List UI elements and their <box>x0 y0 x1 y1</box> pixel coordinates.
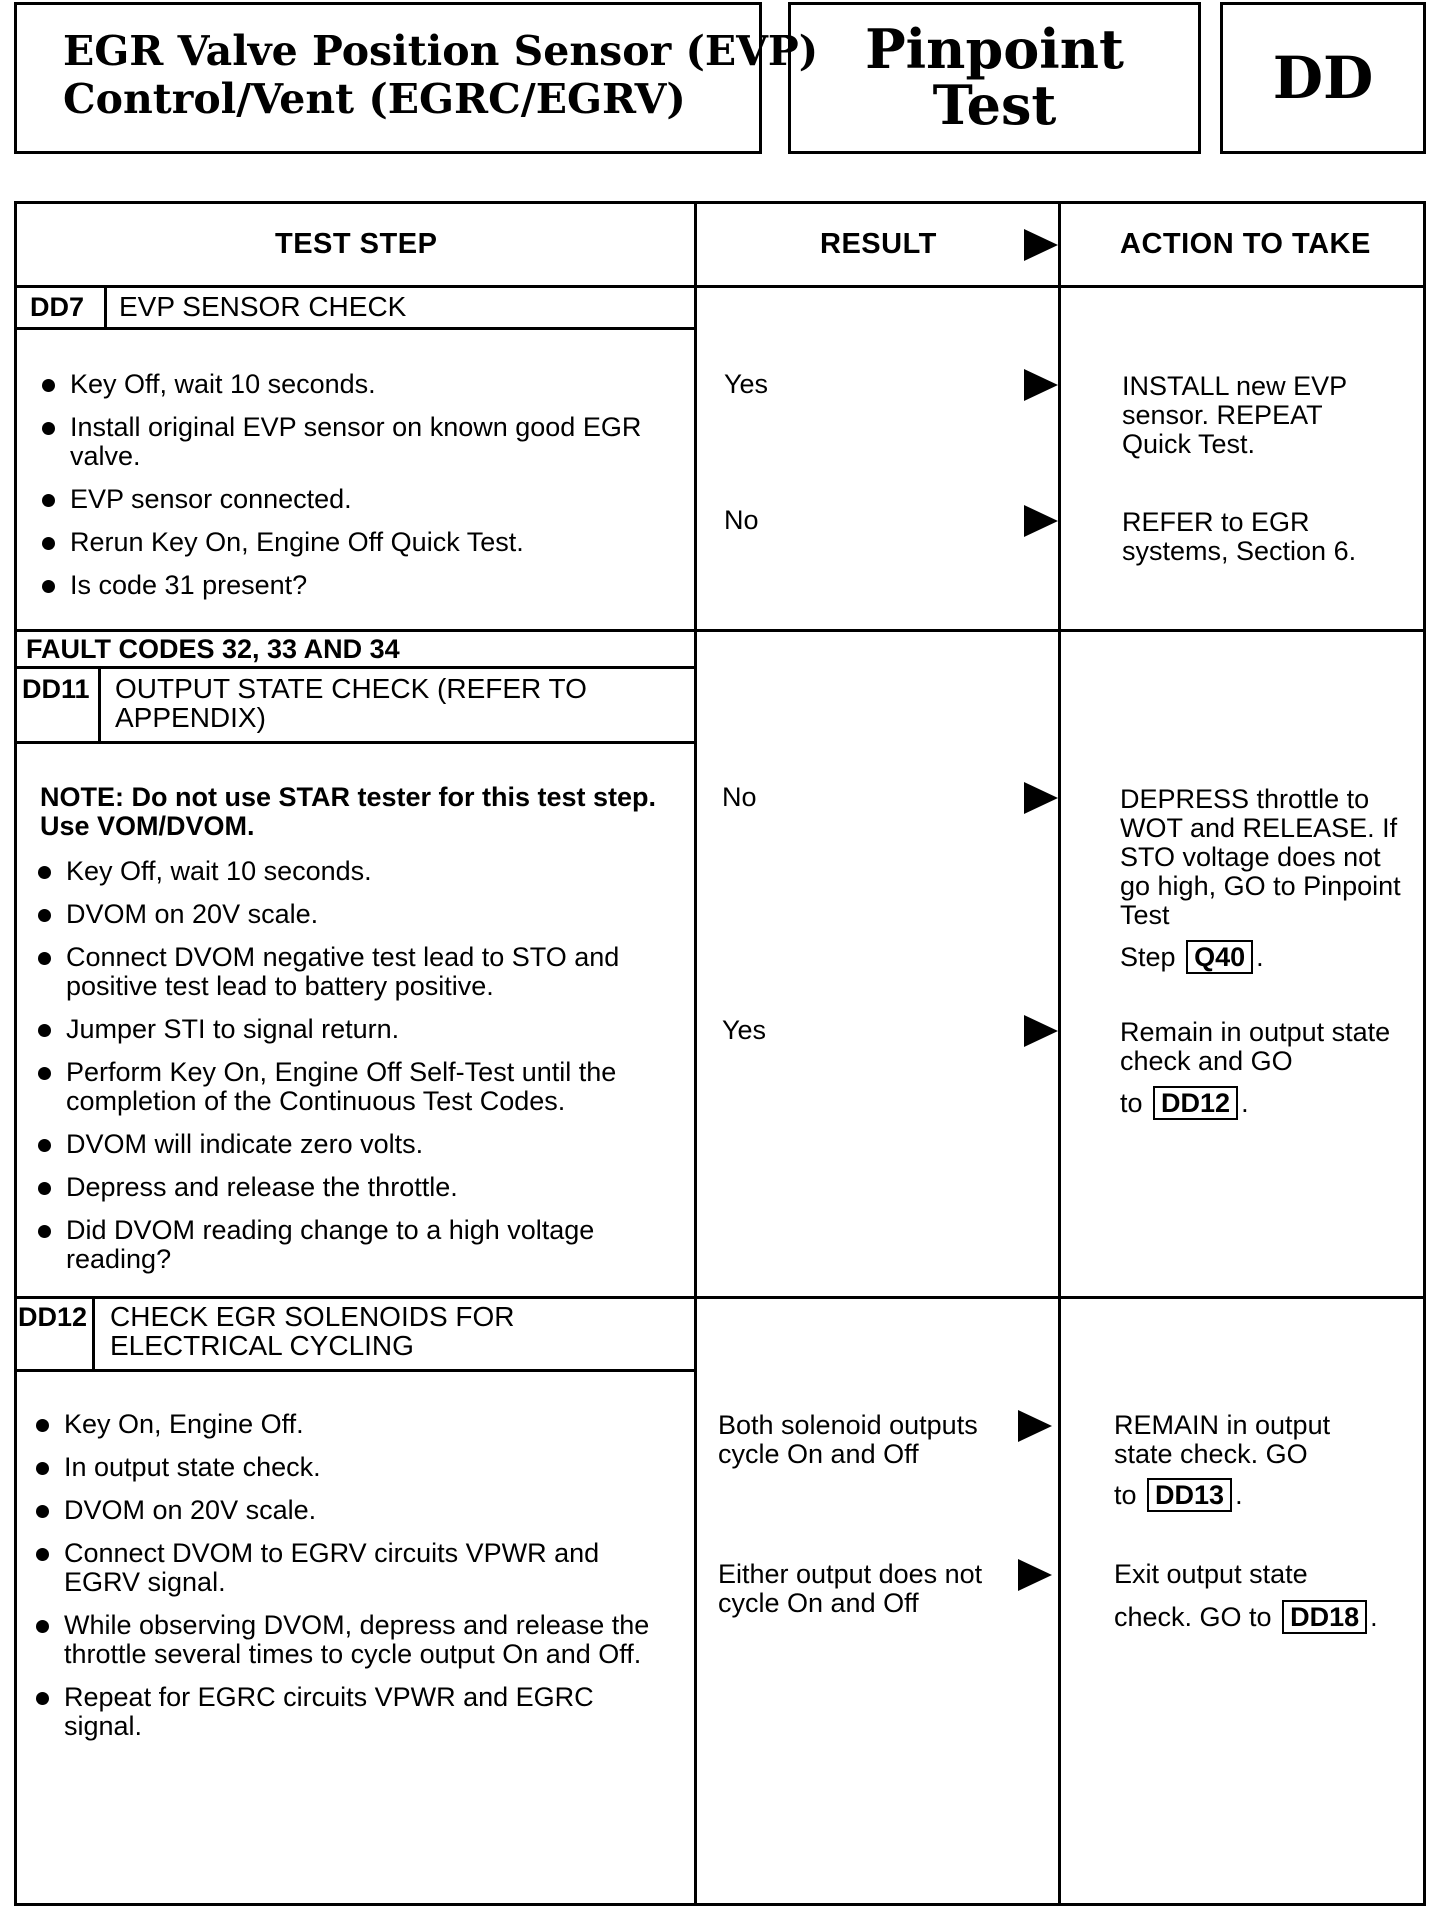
dd11-action-no: DEPRESS throttle to WOT and RELEASE. If STO voltage does not go high, GO to Pinpoint Test <box>1120 784 1401 930</box>
arrow-right-icon <box>1024 505 1058 537</box>
row-divider-dd11 <box>14 629 1426 632</box>
test-title-box <box>14 2 819 154</box>
dd12-result-cycle: Both solenoid outputs cycle On and Off <box>718 1410 978 1469</box>
dd12-action-exit-go: check. GO to DD18 . <box>1114 1602 1378 1632</box>
dd12-step-id: DD12 <box>18 1302 88 1332</box>
list-item: Connect DVOM negative test lead to STO and positive test lead to battery positive. <box>36 943 676 1001</box>
dd7-title-underline <box>14 327 695 330</box>
fault-codes-heading: FAULT CODES 32, 33 AND 34 <box>26 634 400 664</box>
list-item: DVOM on 20V scale. <box>36 900 676 929</box>
dd11-action-yes-to: to DD12 . <box>1120 1088 1249 1118</box>
step-ref-dd18[interactable]: DD18 <box>1282 1600 1367 1634</box>
arrow-right-icon <box>1024 782 1058 814</box>
dd12-go-label: check. GO to <box>1114 1602 1272 1632</box>
column-header-test-step: TEST STEP <box>275 228 438 260</box>
dd7-id-divider <box>104 285 107 327</box>
dd11-step-id: DD11 <box>22 674 90 704</box>
dd12-id-divider <box>92 1296 95 1370</box>
dd12-result-no-cycle: Either output does not cycle On and Off <box>718 1559 983 1618</box>
list-item: Repeat for EGRC circuits VPWR and EGRC signal. <box>34 1683 674 1741</box>
dd11-result-no: No <box>722 782 757 812</box>
list-item: Rerun Key On, Engine Off Quick Test. <box>40 528 680 557</box>
dd7-instructions <box>40 370 680 614</box>
test-label: Test <box>932 73 1057 137</box>
list-item: Perform Key On, Engine Off Self-Test until the completion of the Continuous Test Codes. <box>36 1058 676 1116</box>
list-item: Did DVOM reading change to a high voltage reading? <box>36 1216 676 1274</box>
step-ref-dd12[interactable]: DD12 <box>1153 1086 1238 1120</box>
list-item: Jumper STI to signal return. <box>36 1015 676 1044</box>
list-item: Key Off, wait 10 seconds. <box>40 370 680 399</box>
step-ref-q40[interactable]: Q40 <box>1186 940 1253 974</box>
list-item: Key On, Engine Off. <box>34 1410 674 1439</box>
list-item: Is code 31 present? <box>40 571 680 600</box>
dd7-step-id: DD7 <box>30 292 85 322</box>
list-item: DVOM on 20V scale. <box>34 1496 674 1525</box>
pinpoint-test-box <box>788 2 1201 154</box>
dd12-title-underline <box>14 1369 695 1372</box>
column-header-result: RESULT <box>820 228 937 260</box>
dd7-action-yes: INSTALL new EVP sensor. REPEAT Quick Test. <box>1122 371 1347 459</box>
dd12-action-cycle: REMAIN in output state check. GO <box>1114 1410 1331 1469</box>
arrow-right-icon <box>1024 369 1058 401</box>
dd11-step-title: OUTPUT STATE CHECK (REFER TO APPENDIX) <box>115 673 587 733</box>
step-ref-dd13[interactable]: DD13 <box>1147 1478 1232 1512</box>
test-title-line1: EGR Valve Position Sensor (EVP) <box>63 27 819 75</box>
row-divider-dd12 <box>14 1296 1426 1299</box>
pinpoint-label: Pinpoint <box>865 17 1124 81</box>
dd12-instructions <box>34 1410 674 1755</box>
test-code-box <box>1220 2 1426 154</box>
fault-codes-underline <box>14 666 695 669</box>
list-item: Depress and release the throttle. <box>36 1173 676 1202</box>
column-divider-action <box>1058 201 1061 1906</box>
dd12-step-title: CHECK EGR SOLENOIDS FOR ELECTRICAL CYCLING <box>110 1301 515 1361</box>
column-header-action: ACTION TO TAKE <box>1120 228 1371 260</box>
dd11-id-divider <box>98 666 101 742</box>
dd7-result-yes: Yes <box>724 369 769 399</box>
dd7-action-no: REFER to EGR systems, Section 6. <box>1122 507 1357 566</box>
arrow-right-icon <box>1018 1410 1052 1442</box>
dd12-action-cycle-to: to DD13 . <box>1114 1480 1243 1510</box>
header-row-divider <box>14 285 1426 288</box>
dd12-to-label: to <box>1114 1480 1137 1510</box>
column-divider-result <box>694 201 697 1906</box>
dd11-result-yes: Yes <box>722 1015 767 1045</box>
list-item: Connect DVOM to EGRV circuits VPWR and EGRV signal. <box>34 1539 674 1597</box>
dd11-instructions <box>36 857 676 1288</box>
dd11-note: NOTE: Do not use STAR tester for this test step. Use VOM/DVOM. <box>40 782 657 841</box>
list-item: EVP sensor connected. <box>40 485 680 514</box>
arrow-right-icon <box>1024 1015 1058 1047</box>
list-item: While observing DVOM, depress and release the throttle several times to cycle output On and Off. <box>34 1611 674 1669</box>
dd11-title-underline <box>14 741 695 744</box>
dd7-step-title: EVP SENSOR CHECK <box>119 291 407 322</box>
dd12-action-exit: Exit output state <box>1114 1559 1308 1589</box>
test-code: DD <box>1272 44 1374 112</box>
dd7-result-no: No <box>724 505 759 535</box>
arrow-right-icon <box>1018 1559 1052 1591</box>
list-item: DVOM will indicate zero volts. <box>36 1130 676 1159</box>
test-title-line2: Control/Vent (EGRC/EGRV) <box>63 75 686 123</box>
dd11-step-label: Step <box>1120 942 1176 972</box>
dd11-to-label: to <box>1120 1088 1143 1118</box>
dd11-action-yes: Remain in output state check and GO <box>1120 1017 1391 1076</box>
list-item: In output state check. <box>34 1453 674 1482</box>
list-item: Key Off, wait 10 seconds. <box>36 857 676 886</box>
result-arrow-icon <box>1024 229 1058 261</box>
dd11-action-no-step: Step Q40 . <box>1120 942 1264 972</box>
list-item: Install original EVP sensor on known good EGR valve. <box>40 413 680 471</box>
